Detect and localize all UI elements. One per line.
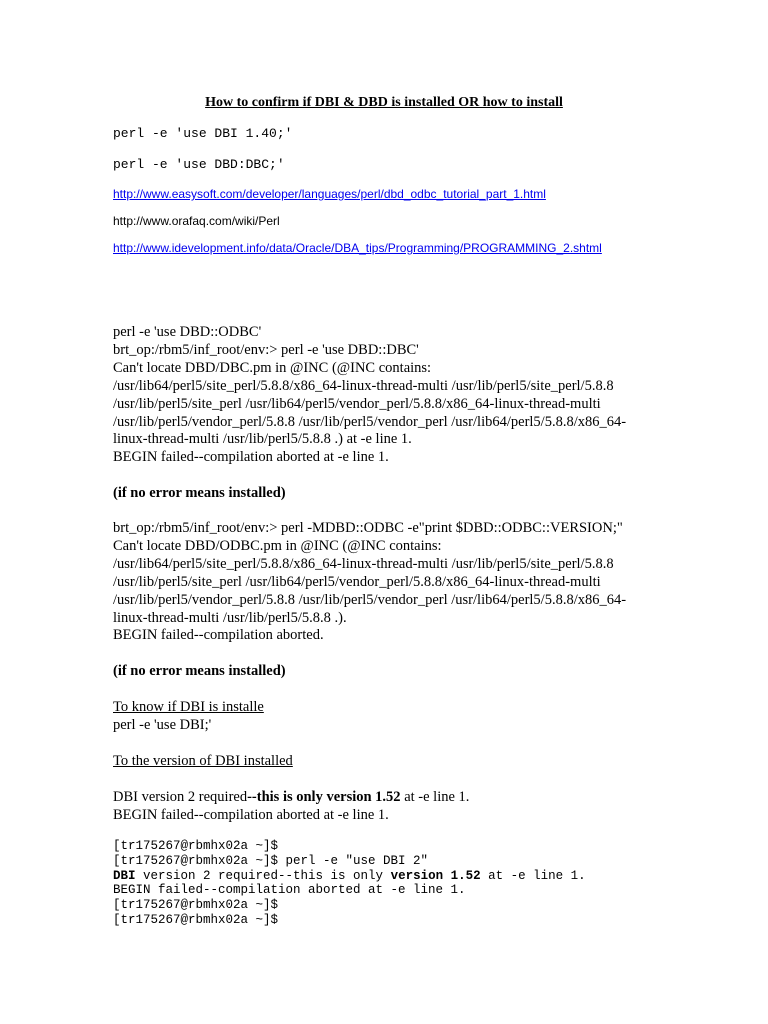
block2-line: Can't locate DBD/ODBC.pm in @INC (@INC contains: [113, 537, 442, 554]
version-pre: DBI version 2 required [113, 789, 248, 805]
terminal-command: [tr175267@rbmhx02a ~]$ perl -e "use DBI 2" [113, 853, 429, 868]
block1-line: /usr/lib/perl5/vendor_perl/5.8.8 /usr/lib/perl5/vendor_perl /usr/lib64/perl5/5.8.8/x86_64- [113, 413, 627, 430]
heading-dbi-installed: To know if DBI is installe [113, 699, 264, 715]
block1-line: brt_op:/rbm5/inf_root/env:> perl -e 'use DBD::DBC' [113, 341, 419, 358]
block2-line: brt_op:/rbm5/inf_root/env:> perl -MDBD::ODBC -e"print $DBD::ODBC::VERSION;" [113, 520, 623, 536]
block2-line: /usr/lib/perl5/vendor_perl/5.8.8 /usr/lib/perl5/vendor_perl /usr/lib64/perl5/5.8.8/x86_64- [113, 591, 627, 608]
block2-line: BEGIN failed--compilation aborted. [113, 627, 324, 644]
version-line [113, 789, 673, 807]
block1-line: perl -e 'use DBD::ODBC' [113, 324, 262, 340]
block2-line: linux-thread-multi /usr/lib/perl5/5.8.8 .). [113, 609, 347, 626]
section-dbi-installed [113, 699, 673, 735]
block1-line: /usr/lib64/perl5/site_perl/5.8.8/x86_64-linux-thread-multi /usr/lib/perl5/site_perl/5.8.8 [113, 377, 614, 394]
block1-line: BEGIN failed--compilation aborted at -e line 1. [113, 449, 389, 466]
terminal-err-dbi: DBI [113, 868, 136, 883]
dbi-version-output [113, 789, 673, 825]
terminal-prompt: [tr175267@rbmhx02a ~]$ [113, 898, 279, 913]
terminal-err-end: at -e line 1. [480, 868, 586, 883]
command-check-dbi-version: perl -e 'use DBI 1.40;' [113, 126, 293, 141]
terminal-err-mid: version 2 required--this is only [135, 868, 391, 883]
command-use-dbi: perl -e 'use DBI;' [113, 716, 212, 733]
note-no-error-installed-2: (if no error means installed) [113, 663, 286, 679]
terminal-begin-failed: BEGIN failed--compilation aborted at -e line 1. [113, 883, 466, 898]
error-output-block-1 [113, 324, 673, 467]
terminal-err-version: version 1.52 [390, 868, 481, 883]
terminal-output [113, 839, 586, 928]
url-orafaq: http://www.orafaq.com/wiki/Perl [113, 214, 280, 228]
version-post: at -e line 1. [400, 789, 470, 805]
link-idevelopment[interactable]: http://www.idevelopment.info/data/Oracle/DBA_tips/Programming/PROGRAMMING_2.shtml [113, 241, 602, 255]
version-bold: --this is only version 1.52 [247, 789, 401, 805]
block2-line: /usr/lib64/perl5/site_perl/5.8.8/x86_64-linux-thread-multi /usr/lib/perl5/site_perl/5.8.8 [113, 555, 614, 572]
block1-line: linux-thread-multi /usr/lib/perl5/5.8.8 .) at -e line 1. [113, 431, 412, 448]
block2-line: /usr/lib/perl5/site_perl /usr/lib64/perl5/vendor_perl/5.8.8/x86_64-linux-thread-multi [113, 573, 601, 590]
heading-dbi-version: To the version of DBI installed [113, 753, 293, 769]
block1-line: /usr/lib/perl5/site_perl /usr/lib64/perl5/vendor_perl/5.8.8/x86_64-linux-thread-multi [113, 395, 601, 412]
command-check-dbd: perl -e 'use DBD:DBC;' [113, 157, 285, 172]
terminal-error-line [113, 869, 586, 884]
version-begin-failed: BEGIN failed--compilation aborted at -e line 1. [113, 806, 389, 823]
terminal-prompt: [tr175267@rbmhx02a ~]$ [113, 912, 279, 927]
terminal-prompt: [tr175267@rbmhx02a ~]$ [113, 839, 279, 853]
block1-line: Can't locate DBD/DBC.pm in @INC (@INC contains: [113, 359, 432, 376]
page-title: How to confirm if DBI & DBD is installed OR how to install [205, 95, 563, 110]
note-no-error-installed-1: (if no error means installed) [113, 485, 286, 501]
link-easysoft[interactable]: http://www.easysoft.com/developer/languages/perl/dbd_odbc_tutorial_part_1.html [113, 187, 546, 201]
error-output-block-2 [113, 520, 673, 645]
